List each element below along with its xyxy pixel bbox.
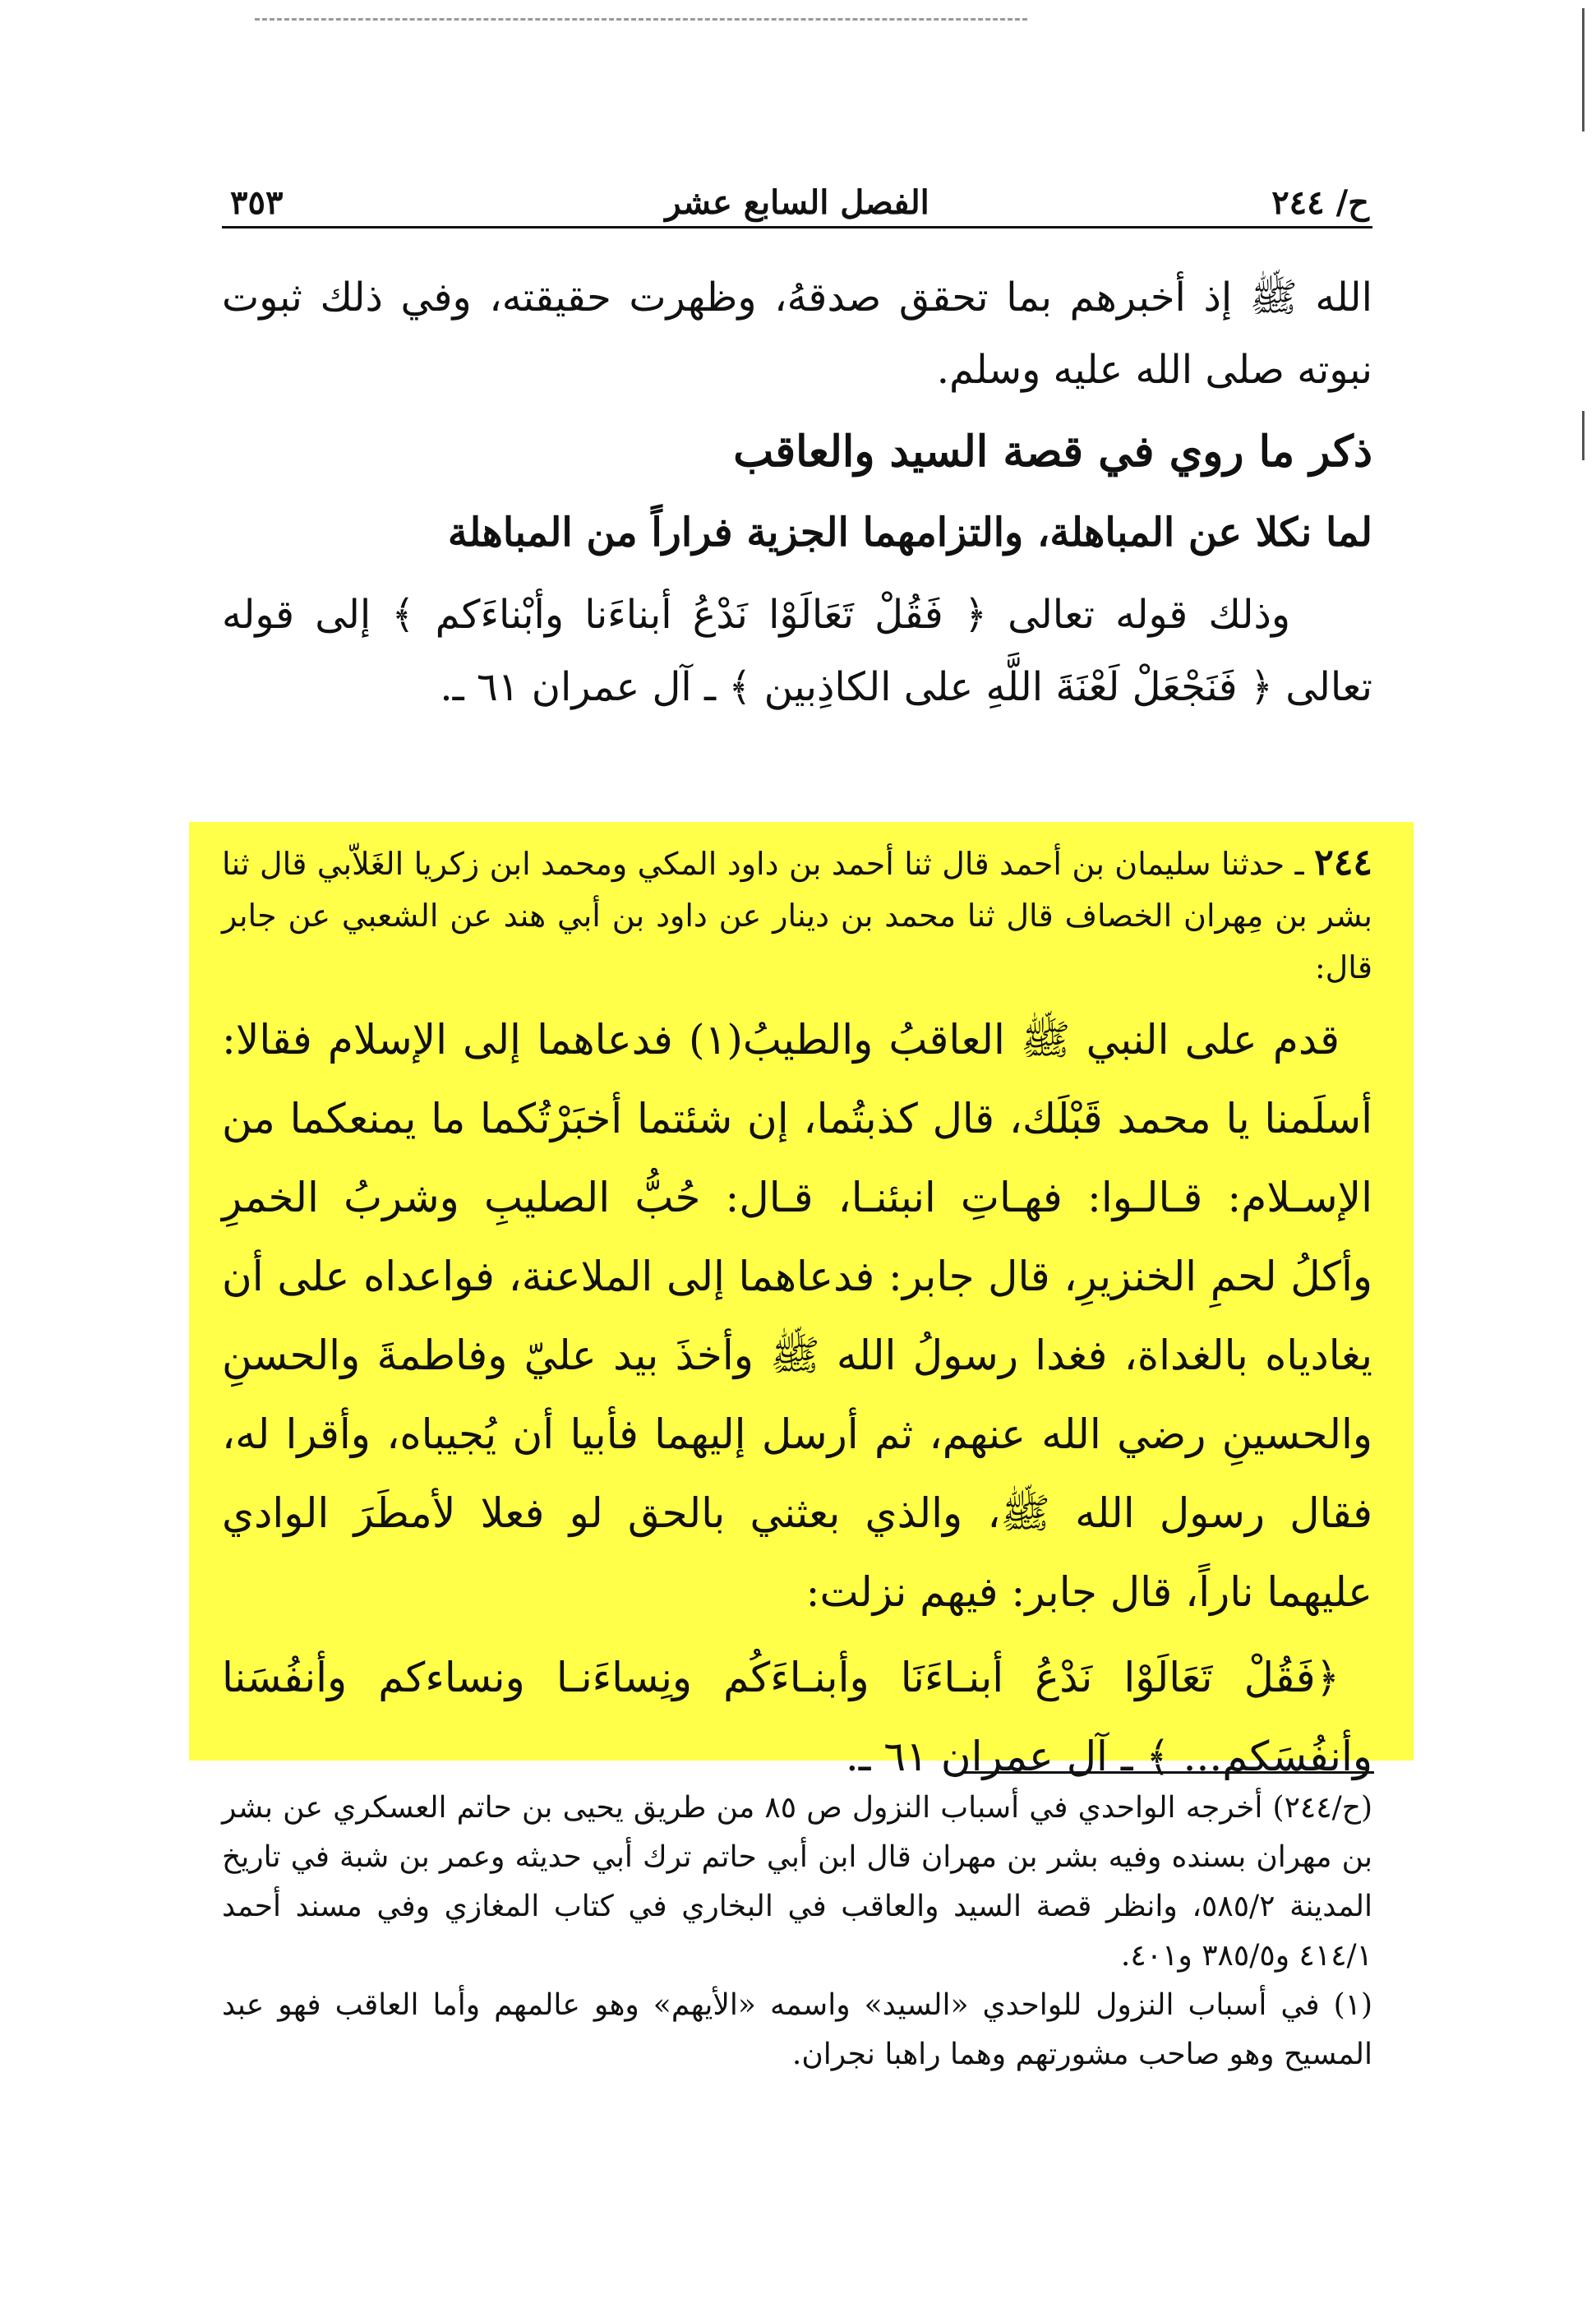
hadith-isnad-paragraph [222,837,1372,994]
section-heading: ذكر ما روي في قصة السيد والعاقب [733,427,1372,477]
verse-intro-paragraph: وذلك قوله تعالى ﴿ فَقُلْ تَعَالَوْا نَدْعُ أبناءَنا وأبْناءَكم ﴾ إلى قوله تعالى ﴿ فَنَجْعَلْ لَعْنَةَ اللَّهِ على الكاذِبين ﴾ ـ آل عمران ٦١ ـ. [222,592,1372,710]
footnote-takhrij: (ح/٢٤٤) أخرجه الواحدي في أسباب النزول ص ٨٥ من طريق يحيى بن حاتم العسكري عن بشر بن مهران بسنده وفيه بشر بن مهران قال ابن أبي حاتم ترك أبي حديثه وعمر بن شبة في تاريخ المدينة ٥٨٥/٢، وانظر قصة السيد والعاقب في البخاري في كتاب المغازي وفي مسند أحمد ٤١٤/١ و٣٨٥/٥ و٤٠١. [222,1791,1372,1973]
hadith-number: ٢٤٤ [1314,842,1372,884]
section-subheading: لما نكلا عن المباهلة، والتزامهما الجزية فراراً من المباهلة [447,510,1372,556]
header-hadith-ref: ح/ ٢٤٤ [1271,183,1369,222]
scan-edge-mark-top [1582,8,1584,132]
hadith-isnad: ـ حدثنا سليمان بن أحمد قال ثنا أحمد بن داود المكي ومحمد ابن زكريا الغَلاّبي قال ثنا بشر بن مِهران الخصاف قال ثنا محمد بن دينار عن داود بن أبي هند عن الشعبي عن جابر قال: [222,846,1373,985]
intro-paragraph: الله ﷺ إذ أخبرهم بما تحقق صدقهُ، وظهرت حقيقته، وفي ذلك ثبوت نبوته صلى الله عليه وسلم. [222,275,1372,393]
scan-edge-mark-middle [1582,411,1584,460]
running-header [222,177,1372,228]
scan-dash-line [255,18,1027,21]
hadith-verse: ﴿فَقُلْ تَعَالَوْا نَدْعُ أبنـاءَنَا وأبنـاءَكُم ونِساءَنـا ونساءكم وأنفُسَنا وأنفُسَكم... ﴾ ـ آل عمران ٦١ ـ. [222,1654,1372,1780]
hadith-text [222,837,1372,1796]
page-content [222,177,1372,723]
footnote-1: (١) في أسباب النزول للواحدي «السيد» واسمه «الأيهم» وهو عالمهم وأما العاقب فهو عبد المسيح وهو صاحب مشورتهم وهما راهبا نجران. [222,1988,1372,2071]
header-chapter-title: الفصل السابع عشر [665,183,929,222]
footnotes [222,1784,1372,2079]
footnote-divider [963,1771,1374,1774]
hadith-matn: قدم على النبي ﷺ العاقبُ والطيبُ(١) فدعاهما إلى الإسلام فقالا: أسلَمنا يا محمد قَبْلَك، قال كذبتُما، إن شئتما أخبَرْتُكما ما يمنعكما من الإسـلام: قـالـوا: فهـاتِ انبئنـا، قـال: حُبُّ الصليبِ وشربُ الخمرِ وأكلُ لحمِ الخنزيرِ، قال جابر: فدعاهما إلى الملاعنة، فواعداه على أن يغادياه بالغداة، فغدا رسولُ الله ﷺ وأخذَ بيد عليّ وفاطمةَ والحسنِ والحسينِ رضي الله عنهم، ثم أرسل إليهما فأبيا أن يُجيباه، وأقرا له، فقال رسول الله ﷺ، والذي بعثني بالحق لو فعلا لأمطَرَ الوادي عليهما ناراً، قال جابر: فيهم نزلت: [222,1016,1372,1616]
header-page-number: ٣٥٣ [230,183,284,222]
